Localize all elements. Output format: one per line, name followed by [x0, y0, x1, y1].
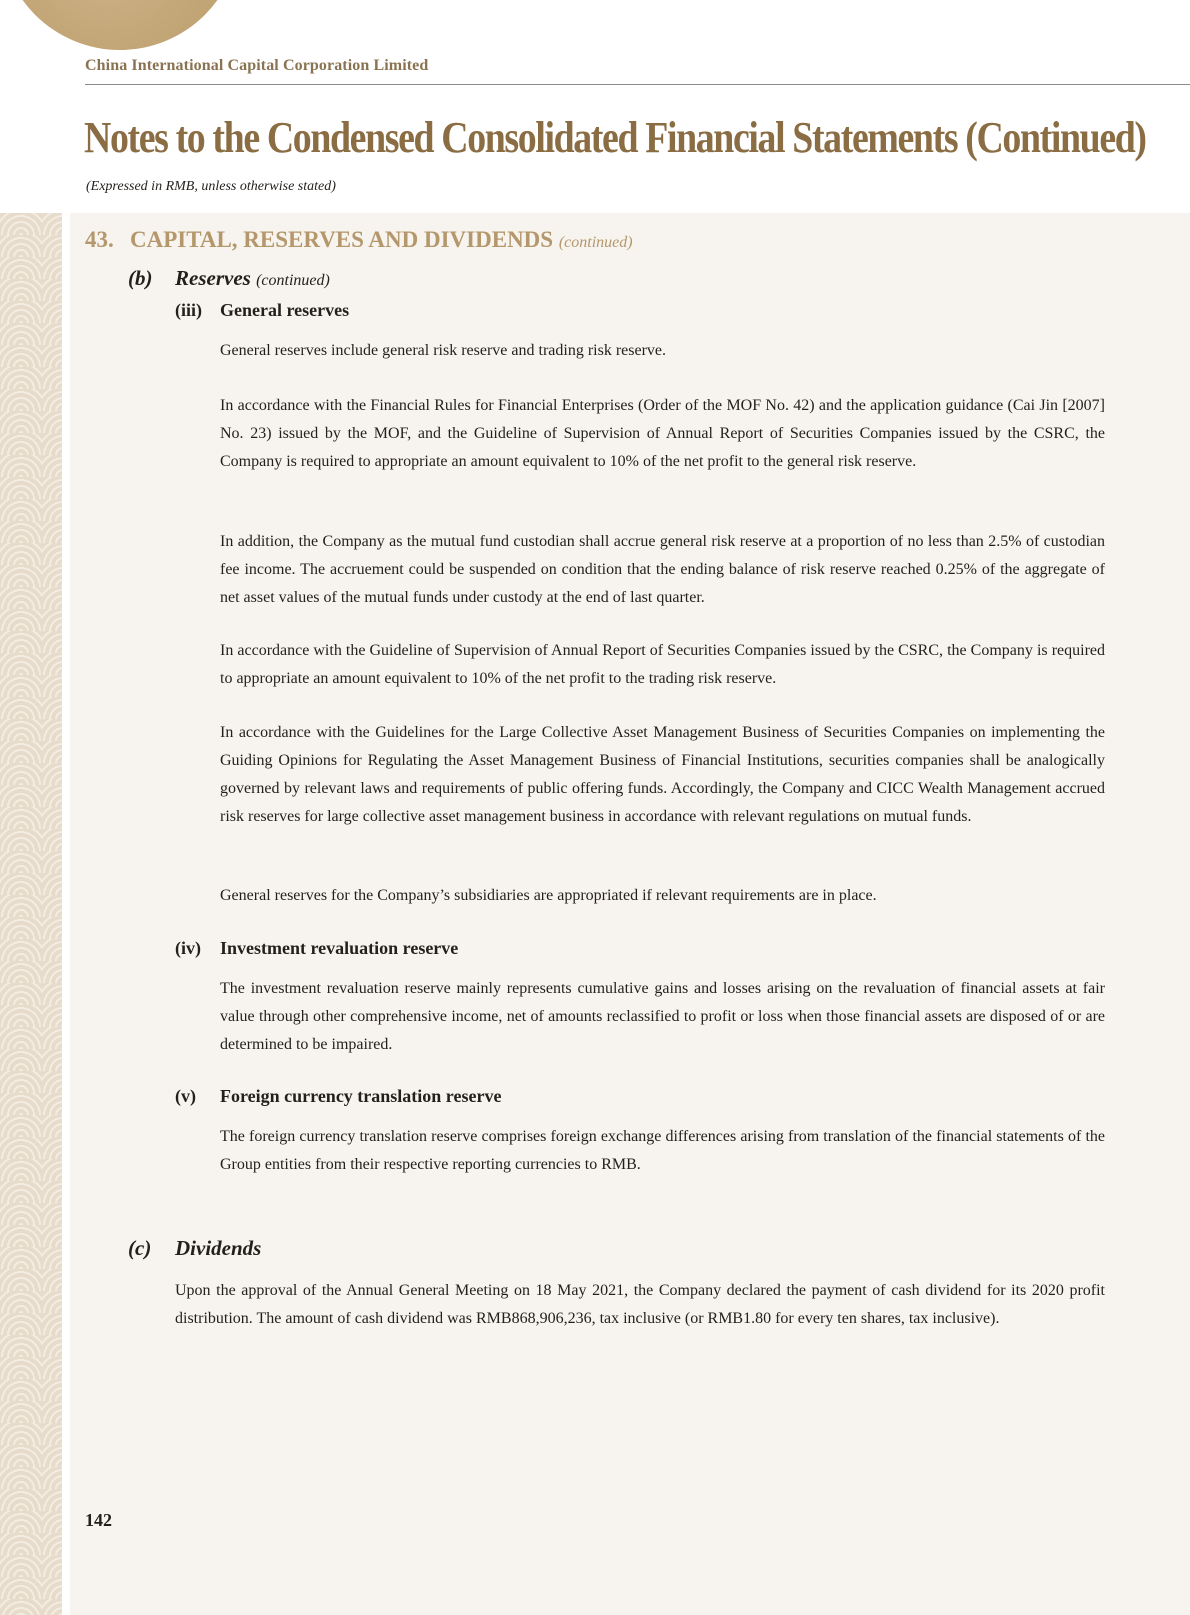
paragraph: The foreign currency translation reserve comprises foreign exchange differences arising from translation of the financial statements of the Group entities from their respective reporting currencies to RMB.	[220, 1128, 1105, 1173]
item-title: General reserves	[220, 300, 350, 320]
section-number: 43.	[85, 227, 114, 252]
decorative-wave-stripe	[0, 213, 62, 1615]
item-title: Foreign currency translation reserve	[220, 1086, 502, 1106]
item-foreign-currency-heading	[175, 1086, 501, 1107]
subsection-label: (c)	[128, 1236, 152, 1260]
subsection-title: Reserves	[175, 266, 251, 290]
item-title: Investment revaluation reserve	[220, 938, 459, 958]
item-label: (v)	[175, 1086, 196, 1106]
header-divider	[85, 84, 1190, 85]
paragraph: The investment revaluation reserve mainly represents cumulative gains and losses arising on the revaluation of financial assets at fair value through other comprehensive income, net of amounts reclassified to profit or loss when those financial assets are disposed of or are determined to be impaired.	[220, 980, 1105, 1053]
subsection-title: Dividends	[175, 1236, 262, 1260]
page-title: Notes to the Condensed Consolidated Financial Statements (Continued)	[84, 113, 1146, 162]
subsection-dividends-heading	[128, 1236, 261, 1261]
page-number: 142	[85, 1510, 112, 1530]
item-investment-revaluation-heading	[175, 938, 458, 959]
paragraph: General reserves include general risk reserve and trading risk reserve.	[220, 342, 667, 359]
item-general-reserves-heading	[175, 300, 349, 321]
section-title: CAPITAL, RESERVES AND DIVIDENDS	[130, 227, 554, 252]
paragraph: In addition, the Company as the mutual fund custodian shall accrue general risk reserve at a proportion of no less than 2.5% of custodian fee income. The accruement could be suspended on condition that the ending balance of risk reserve reached 0.25% of the aggregate of net asset values of the mutual funds under custody at the end of last quarter.	[220, 533, 1105, 606]
paragraph: In accordance with the Guidelines for the Large Collective Asset Management Business of Securities Companies on implementing the Guiding Opinions for Regulating the Asset Management Business of Financial Institutions, securities companies shall be analogically governed by relevant laws and requirements of public offering funds. Accordingly, the Company and CICC Wealth Management accrued risk reserves for large collective asset management business in accordance with relevant regulations on mutual funds.	[220, 724, 1105, 825]
section-continued: (continued)	[558, 234, 633, 251]
page-subtitle: (Expressed in RMB, unless otherwise stated)	[86, 179, 336, 194]
subsection-continued: (continued)	[256, 272, 330, 289]
section-heading	[85, 227, 633, 253]
subsection-label: (b)	[128, 266, 153, 290]
dividends-paragraph: Upon the approval of the Annual General Meeting on 18 May 2021, the Company declared the payment of cash dividend for its 2020 profit distribution. The amount of cash dividend was RMB868,906,236, tax inclusive (or RMB1.80 for every ten shares, tax inclusive).	[175, 1282, 1105, 1327]
paragraph: General reserves for the Company’s subsidiaries are appropriated if relevant requirements are in place.	[220, 887, 877, 904]
paragraph: In accordance with the Guideline of Supervision of Annual Report of Securities Companies issued by the CSRC, the Company is required to appropriate an amount equivalent to 10% of the net profit to the trading risk reserve.	[220, 642, 1105, 687]
item-label: (iii)	[175, 300, 202, 320]
company-name: China International Capital Corporation Limited	[85, 57, 429, 74]
subsection-reserves-heading	[128, 266, 330, 291]
paragraph: In accordance with the Financial Rules for Financial Enterprises (Order of the MOF No. 42) and the application guidance (Cai Jin [2007] No. 23) issued by the MOF, and the Guideline of Supervision of Annual Report of Securities Companies issued by the CSRC, the Company is required to appropriate an amount equivalent to 10% of the net profit to the general risk reserve.	[220, 397, 1105, 470]
decorative-medallion	[0, 0, 240, 50]
item-label: (iv)	[175, 938, 201, 958]
